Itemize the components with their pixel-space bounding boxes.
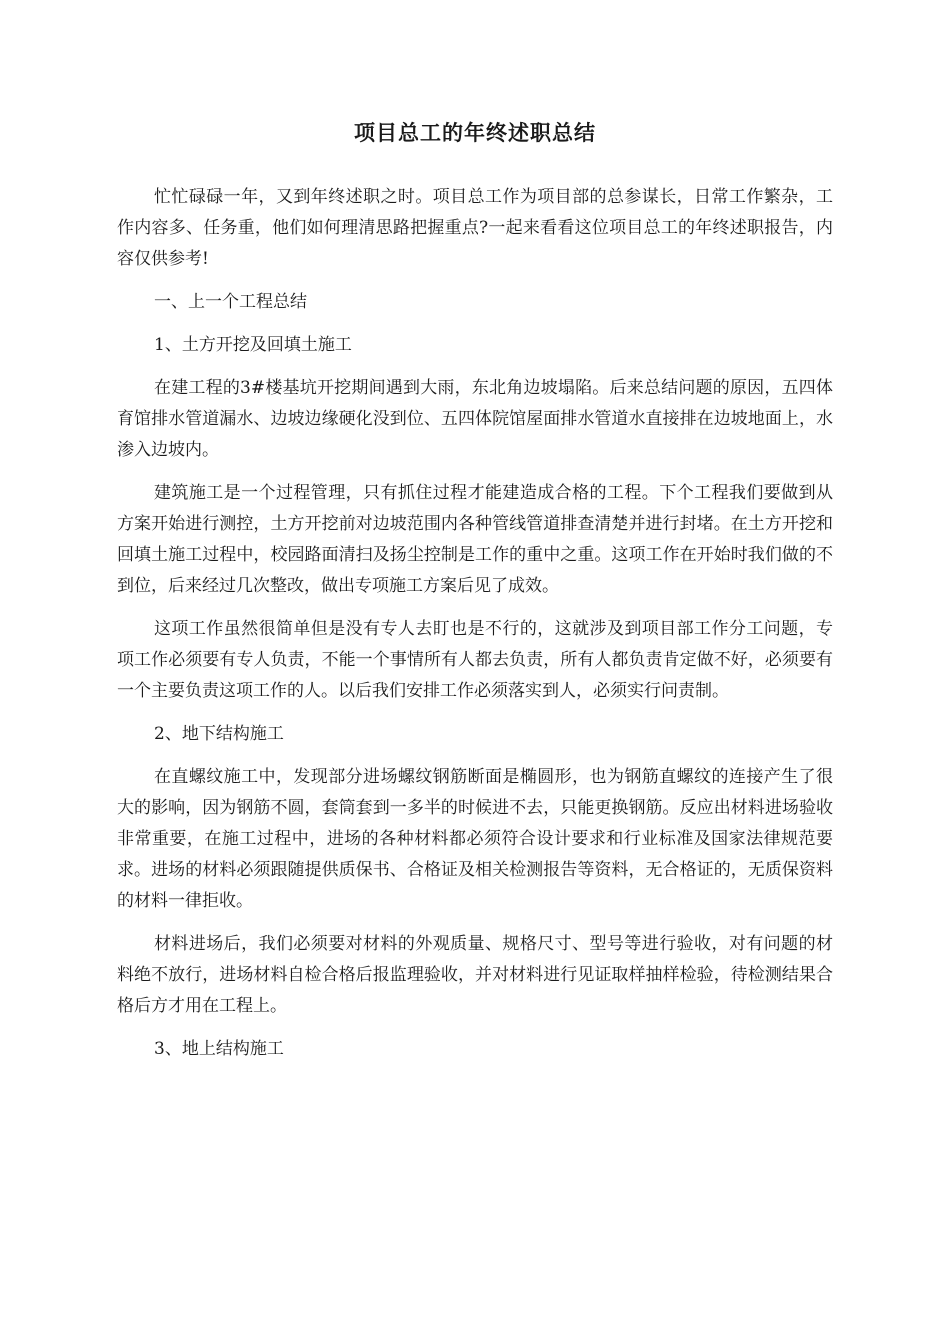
document-title: 项目总工的年终述职总结: [354, 120, 596, 145]
body-paragraph-3: 这项工作虽然很简单但是没有专人去盯也是不行的，这就涉及到项目部工作分工问题，专项工作必须要有专人负责，不能一个事情所有人都去负责，所有人都负责肯定做不好，必须要有一个主要负责这项工作的人。以后我们安排工作必须落实到人，必须实行问责制。: [117, 619, 833, 701]
subsection-heading-2: 2、地下结构施工: [154, 724, 284, 744]
body-paragraph-4: 在直螺纹施工中，发现部分进场螺纹钢筋断面是椭圆形，也为钢筋直螺纹的连接产生了很大的影响，因为钢筋不圆，套筒套到一多半的时候进不去，只能更换钢筋。反应出材料进场验收非常重要，在施工过程中，进场的各种材料都必须符合设计要求和行业标准及国家法律规范要求。进场的材料必须跟随提供质保书、合格证及相关检测报告等资料，无合格证的，无质保资料的材料一律拒收。: [117, 767, 833, 911]
document-body: [117, 182, 833, 1065]
body-paragraph-5: 材料进场后，我们必须要对材料的外观质量、规格尺寸、型号等进行验收，对有问题的材料绝不放行，进场材料自检合格后报监理验收，并对材料进行见证取样抽样检验，待检测结果合格后方才用在工程上。: [117, 934, 833, 1016]
intro-paragraph: 忙忙碌碌一年，又到年终述职之时。项目总工作为项目部的总参谋长，日常工作繁杂，工作内容多、任务重，他们如何理清思路把握重点?一起来看看这位项目总工的年终述职报告，内容仅供参考!: [117, 187, 833, 269]
section-heading-1: 一、上一个工程总结: [154, 292, 307, 312]
subsection-heading-3: 3、地上结构施工: [154, 1039, 284, 1059]
body-paragraph-2: 建筑施工是一个过程管理，只有抓住过程才能建造成合格的工程。下个工程我们要做到从方案开始进行测控，土方开挖前对边坡范围内各种管线管道排查清楚并进行封堵。在土方开挖和回填土施工过程中，校园路面清扫及扬尘控制是工作的重中之重。这项工作在开始时我们做的不到位，后来经过几次整改，做出专项施工方案后见了成效。: [117, 483, 833, 596]
subsection-heading-1: 1、土方开挖及回填土施工: [154, 335, 352, 355]
body-paragraph-1: 在建工程的3#楼基坑开挖期间遇到大雨，东北角边坡塌陷。后来总结问题的原因，五四体育馆排水管道漏水、边坡边缘硬化没到位、五四体院馆屋面排水管道水直接排在边坡地面上，水渗入边坡内。: [117, 378, 833, 460]
